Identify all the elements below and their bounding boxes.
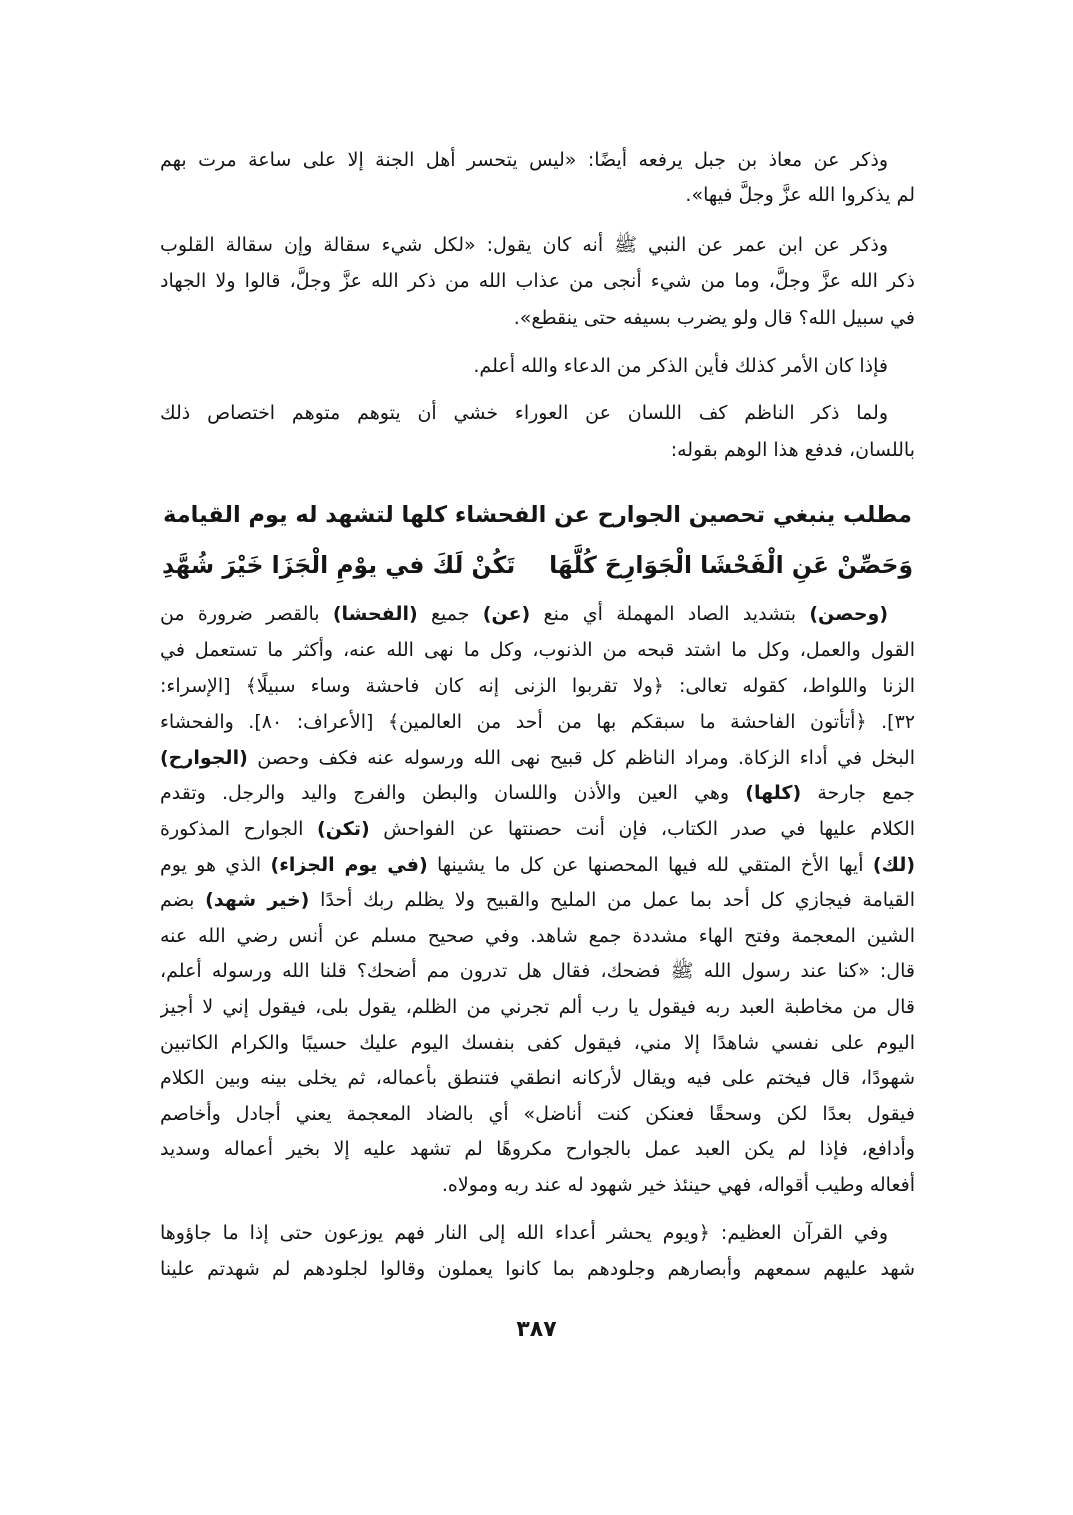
bold-term: (لك) <box>872 854 915 876</box>
text-segment: بضم <box>160 889 206 911</box>
bold-term: (عن) <box>482 603 531 625</box>
bold-term: (خير شهد) <box>205 889 310 911</box>
verse-first-hemistich: وَحَصِّنْ عَنِ الْفَحْشَا الْجَوَارِحَ كُلَّهَا <box>549 551 914 579</box>
commentary-line-12 <box>160 990 915 1024</box>
text-segment: أيها الأخ المتقي لله فيها المحصنها عن كل ما يشينها <box>427 854 873 876</box>
paragraph-4-line-1: ولما ذكر الناظم كف اللسان عن العوراء خشي أن يتوهم متوهم اختصاص ذلك <box>160 402 888 424</box>
verse-second-hemistich: تَكُنْ لَكَ في يوْمِ الْجَزَا خَيْرَ شُهَّدِ <box>161 551 516 579</box>
commentary-line-13 <box>160 1026 915 1060</box>
text-segment: جميع <box>417 603 483 625</box>
commentary-line-1 <box>160 597 915 631</box>
commentary-line-3 <box>160 669 915 703</box>
paragraph-1-line-2: لم يذكروا الله عزَّ وجلَّ فيها». <box>685 184 915 206</box>
commentary-line-4 <box>160 705 915 739</box>
text-segment: بالقصر ضرورة من <box>160 603 333 625</box>
bold-term: (الفحشا) <box>332 603 418 625</box>
paragraph-4-line-2: باللسان، فدفع هذا الوهم بقوله: <box>670 439 915 461</box>
commentary-line-2 <box>160 633 915 667</box>
bold-term: (وحصن) <box>809 603 889 625</box>
text-segment: قال من مخاطبة العبد ربه فيقول يا رب ألم تجرني من الظلم، يقول بلى، فيقول إني لا أجيز <box>160 996 915 1018</box>
paragraph-3-line-1: فإذا كان الأمر كذلك فأين الذكر من الدعاء والله أعلم. <box>473 355 888 377</box>
text-segment: أفعاله وطيب أقواله، فهي حينئذ خير شهود له عند ربه ومولاه. <box>441 1174 915 1196</box>
text-segment: جمع جارحة <box>801 782 915 804</box>
page-number: ٣٨٧ <box>516 1317 557 1342</box>
text-segment: الجوارح المذكورة <box>160 818 318 840</box>
commentary-line-11 <box>160 954 915 988</box>
commentary-line-10 <box>160 919 915 953</box>
text-segment: الكلام عليها في صدر الكتاب، فإن أنت حصنتها عن الفواحش <box>369 818 915 840</box>
text-segment: بتشديد الصاد المهملة أي منع <box>530 603 810 625</box>
commentary-line-14 <box>160 1061 915 1095</box>
commentary-line-7 <box>160 812 915 846</box>
closing-line-1: وفي القرآن العظيم: ﴿ويوم يحشر أعداء الله إلى النار فهم يوزعون حتى إذا ما جاؤوها <box>160 1222 888 1244</box>
text-segment: فيقول بعدًا لكن وسحقًا فعنكن كنت أناضل» أي بالضاد المعجمة يعني أجادل وأخاصم <box>160 1103 915 1125</box>
commentary-line-15 <box>160 1097 915 1131</box>
bold-term: (تكن) <box>317 818 370 840</box>
bold-term: (الجوارح) <box>160 747 248 769</box>
text-segment: ٣٢]. ﴿أتأتون الفاحشة ما سبقكم بها من أحد من العالمين﴾ [الأعراف: ٨٠]. والفحشاء <box>160 711 915 733</box>
paragraph-2-line-1: وذكر عن ابن عمر عن النبي ﷺ أنه كان يقول: «لكل شيء سقالة وإن سقالة القلوب <box>160 234 888 256</box>
paragraph-2-line-2: ذكر الله عزَّ وجلَّ، وما من شيء أنجى من عذاب الله من ذكر الله عزَّ وجلَّ، قالوا ولا الجهاد <box>160 270 915 292</box>
text-segment: شهودًا، قال فيختم على فيه ويقال لأركانه انطقي فتنطق بأعماله، ثم يخلى بينه وبين الكلام <box>160 1067 915 1089</box>
text-segment: الذي هو يوم <box>160 854 271 876</box>
text-segment: البخل في أداء الزكاة. ومراد الناظم كل قبيح نهى الله ورسوله عنه فكف وحصن <box>247 747 915 769</box>
commentary-line-6 <box>160 776 915 810</box>
section-heading: مطلب ينبغي تحصين الجوارح عن الفحشاء كلها لتشهد له يوم القيامة <box>163 502 912 528</box>
paragraph-1-line-1: وذكر عن معاذ بن جبل يرفعه أيضًا: «ليس يتحسر أهل الجنة إلا على ساعة مرت بهم <box>160 149 888 171</box>
text-segment: اليوم على نفسي شاهدًا إلا مني، فيقول كفى بنفسك اليوم عليك حسيبًا والكرام الكاتبين <box>160 1032 915 1054</box>
paragraph-2-line-3: في سبيل الله؟ قال ولو يضرب بسيفه حتى ينقطع». <box>513 307 915 329</box>
bold-term: (كلها) <box>745 782 802 804</box>
commentary-line-17 <box>160 1168 915 1202</box>
text-segment: وأدافع، فإذا لم يكن العبد عمل بالجوارح مكروهًا لم تشهد عليه إلا بخير أعماله وسديد <box>160 1138 915 1160</box>
commentary-line-8 <box>160 848 915 882</box>
text-segment: وهي العين والأذن واللسان والبطن والفرج واليد والرجل. وتقدم <box>160 782 746 804</box>
text-segment: قال: «كنا عند رسول الله ﷺ فضحك، فقال هل تدرون مم أضحك؟ قلنا الله ورسوله أعلم، <box>160 960 915 982</box>
text-segment: القيامة فيجازي كل أحد بما عمل من المليح والقبيح ولا يظلم ربك أحدًا <box>309 889 915 911</box>
closing-line-2: شهد عليهم سمعهم وأبصارهم وجلودهم بما كانوا يعملون وقالوا لجلودهم لم شهدتم علينا <box>160 1258 915 1280</box>
text-segment: القول والعمل، وكل ما اشتد قبحه من الذنوب، وكل ما نهى الله عنه، وأكثر ما تستعمل في <box>160 639 915 661</box>
text-segment: الشين المعجمة وفتح الهاء مشددة جمع شاهد. وفي صحيح مسلم عن أنس رضي الله عنه <box>160 925 915 947</box>
commentary-line-9 <box>160 883 915 917</box>
commentary-line-16 <box>160 1132 915 1166</box>
commentary-line-5 <box>160 741 915 775</box>
bold-term: (في يوم الجزاء) <box>270 854 428 876</box>
poem-verse <box>160 543 915 587</box>
text-segment: الزنا واللواط، كقوله تعالى: ﴿ولا تقربوا الزنى إنه كان فاحشة وساء سبيلًا﴾ [الإسراء: <box>160 675 915 697</box>
